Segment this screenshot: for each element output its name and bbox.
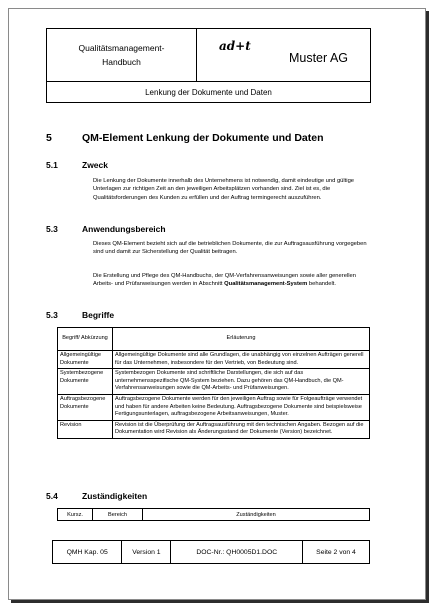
term-cell: Allgemeingültige Dokumente [58,351,113,369]
section-number: 5.3 [46,224,58,234]
section-title: Anwendungsbereich [82,224,166,234]
header-subtitle: Lenkung der Dokumente und Daten [47,82,371,103]
resp-col-zustaendig: Zuständigkeiten [143,509,370,521]
handbook-title [47,29,197,82]
section-heading-begriffe [46,310,114,320]
section-heading-zweck [46,160,108,170]
footer-chapter: QMH Kap. 05 [53,541,122,564]
anwendung-text-2-post: behandelt. [307,281,336,288]
terms-col-term: Begriff/ Abkürzung [58,328,113,351]
company-name: Muster AG [288,51,348,65]
zweck-text: Die Lenkung der Dokumente innerhalb des Unternehmens ist notwendig, damit eindeutige und gültige Unterlagen zur richtigen Zeit an den jeweiligen Arbeitsplätzen vorhanden sind. Ziel ist es, die Qualitätsforderungen des Kunden zu erfüllen und der Auftrag termingerecht auszuführen. [93,178,355,201]
responsibilities-table [57,508,370,521]
handbook-title-line1: Qualitätsmanagement- [78,43,165,53]
section-heading-zustaendig [46,491,147,501]
footer-page: Seite 2 von 4 [303,541,370,564]
footer-doc-number: DOC-Nr.: QH0005D1.DOC [171,541,303,564]
desc-cell: Allgemeingültige Dokumente sind alle Grundlagen, die unabhängig von einzelnen Aufträgen generell für das Unternehmen, insbesondere für den Vertrieb, von Bedeutung sind. [113,351,370,369]
anwendung-text-2-pre: Die Erstellung und Pflege des QM-Handbuchs, der QM-Verfahrensanweisungen sowie aller generellen Arbeits- und Prüfanweisungen werden in Abschnitt [93,273,356,288]
terms-table [57,327,370,439]
section-title: Zuständigkeiten [82,491,148,501]
qm-system-reference: Qualitätsmanagement-System [224,281,308,288]
section-heading-anwendung [46,224,166,234]
table-row [58,351,370,369]
company-logo-cell [197,29,371,82]
terms-col-desc: Erläuterung [113,328,370,351]
term-cell: Systembezogene Dokumente [58,369,113,395]
term-cell: Auftragsbezogene Dokumente [58,394,113,420]
section-number: 5.4 [46,491,58,501]
document-header [46,28,371,103]
anwendung-text-1: Dieses QM-Element bezieht sich auf die betrieblichen Dokumente, die zur Auftragsausführung vorgegeben sind und damit zur Sicherstellung der Qualität beitragen. [93,241,367,256]
term-cell: Revision [58,420,113,438]
chapter-title: QM-Element Lenkung der Dokumente und Daten [82,132,324,144]
handbook-title-line2: Handbuch [102,57,141,67]
desc-cell: Auftragsbezogene Dokumente werden für den jeweiligen Auftrag sowie für Folgeaufträge verwendet und haben für andere Arbeiten keine Bedeutung. Auftragsbezogene Dokumente sind beispielsweise Fertigungsunterlagen, auftragsbezogene Arbeitsanweisungen, Muster. [113,394,370,420]
document-footer [52,540,370,564]
table-row [58,369,370,395]
resp-col-kurz: Kursz. [58,509,93,521]
chapter-number: 5 [46,132,52,144]
anwendung-text-2 [93,272,368,289]
chapter-heading [46,132,324,144]
desc-cell: Revision ist die Überprüfung der Auftragsausführung mit den technischen Angaben. Bezogen auf die Dokumentation wird Revision als Änderungsstand der Dokumente (Version) bezeichnet. [113,420,370,438]
section-title: Zweck [82,160,108,170]
section-title: Begriffe [82,310,115,320]
table-row [58,394,370,420]
resp-col-bereich: Bereich [93,509,143,521]
desc-cell: Systembezogen Dokumente sind schriftliche Darstellungen, die sich auf das unternehmensspezifische QM-System beziehen. Dazu gehören das QM-Handbuch, die QM-Verfahrensanweisungen sowie die QM-Arbeits- und Prüfanweisungen. [113,369,370,395]
section-number: 5.3 [46,310,58,320]
section-number: 5.1 [46,160,58,170]
footer-version: Version 1 [122,541,171,564]
company-logo: ad+t [219,39,251,53]
table-row [58,420,370,438]
